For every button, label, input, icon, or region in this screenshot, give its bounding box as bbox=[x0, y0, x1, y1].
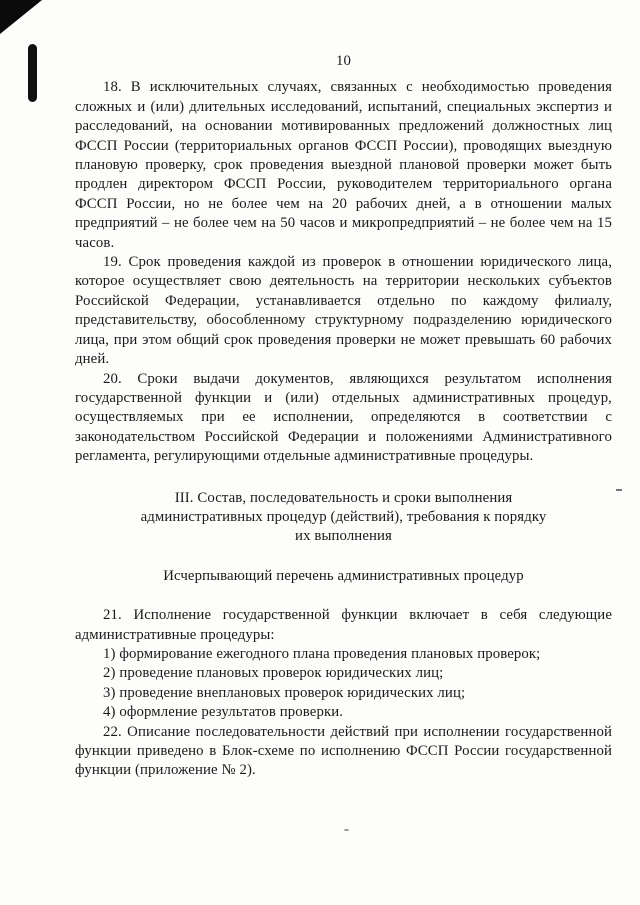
section-heading-line-1: III. Состав, последовательность и сроки выполнения bbox=[174, 489, 513, 506]
procedure-list-item-1: 1) формирование ежегодного плана проведения плановых проверок; bbox=[103, 645, 541, 662]
scan-artifact-bar bbox=[28, 44, 37, 102]
section-heading bbox=[75, 489, 612, 547]
procedure-list bbox=[75, 645, 612, 723]
procedure-list-item-2: 2) проведение плановых проверок юридических лиц; bbox=[103, 665, 444, 682]
section-heading-line-3: их выполнения bbox=[295, 528, 392, 545]
page-number: 10 bbox=[336, 53, 351, 69]
procedure-list-item-3: 3) проведение внеплановых проверок юридических лиц; bbox=[103, 684, 466, 701]
paragraph-21-intro: 21. Исполнение государственной функции включает в себя следующие административные процедуры: bbox=[75, 607, 612, 643]
text-block bbox=[75, 52, 612, 781]
subsection-heading: Исчерпывающий перечень административных процедур bbox=[163, 567, 524, 584]
paragraph-19: 19. Срок проведения каждой из проверок в отношении юридического лица, которое осуществляет свою деятельность на территории нескольких субъектов Российской Федерации, устанавливается отдельно по каждому филиалу, представительству, обособленному структурному подразделению юридического лица, при этом общий срок проведения проверки не может превышать 60 рабочих дней. bbox=[75, 254, 612, 368]
scan-artifact-speck bbox=[344, 829, 349, 831]
scan-artifact-corner-edge bbox=[0, 0, 14, 26]
procedure-list-item-4: 4) оформление результатов проверки. bbox=[103, 704, 344, 721]
section-heading-line-2: административных процедур (действий), требования к порядку bbox=[140, 508, 547, 525]
paragraph-22: 22. Описание последовательности действий при исполнении государственной функции приведено в Блок-схеме по исполнению ФССП России государственной функции (приложение № 2). bbox=[75, 723, 612, 779]
scan-artifact-speck bbox=[616, 489, 622, 491]
paragraph-20: 20. Сроки выдачи документов, являющихся результатом исполнения государственной функции и (или) отдельных административных процедур, осуществляемых при ее исполнении, определяются в соответствии с законодательством Российской Федерации и положениями Административного регламента, регулирующими отдельные административные процедуры. bbox=[75, 370, 612, 465]
paragraph-18: 18. В исключительных случаях, связанных с необходимостью проведения сложных и (или) длительных исследований, испытаний, специальных экспертиз и расследований, на основании мотивированных предложений должностных лиц ФССП России (территориальных органов ФССП России), проводящих выездную плановую проверку, срок проведения выездной плановой проверки может быть продлен директором ФССП России, руководителем территориального органа ФССП России, но не более чем на 20 рабочих дней, а в отношении малых предприятий – не более чем на 50 часов и микропредприятий – не более чем на 15 часов. bbox=[75, 79, 612, 251]
